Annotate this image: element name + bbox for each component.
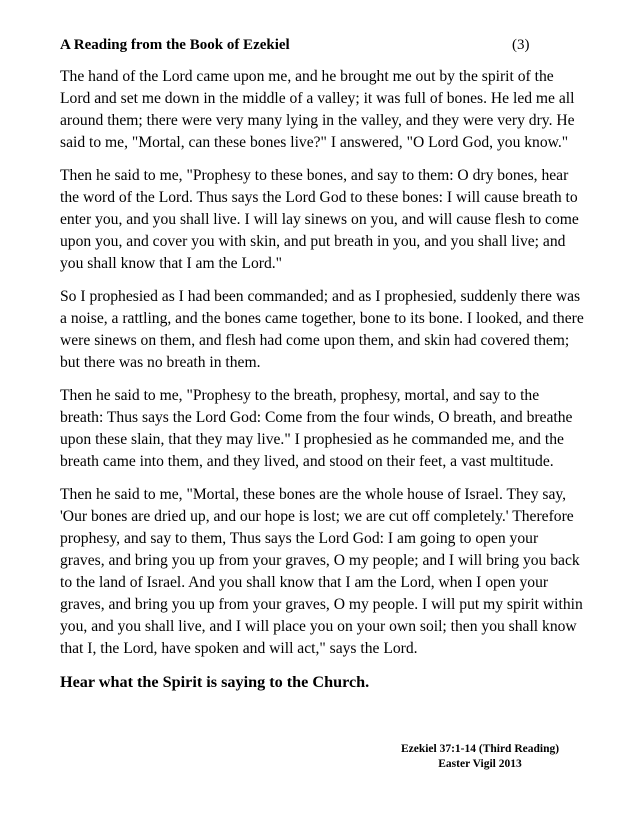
- citation-occasion: Easter Vigil 2013: [438, 758, 522, 770]
- paragraph-2: Then he said to me, "Prophesy to these bones, and say to them: O dry bones, hear the word of the Lord. Thus says the Lord God to these bones: I will cause breath to enter you, and you shall live. I will lay sinews on you, and will cause flesh to come upon you, and cover you with skin, and put breath in you, and you shall live; and you shall know that I am the Lord.": [60, 167, 579, 272]
- citation-reference: Ezekiel 37:1-14 (Third Reading): [400, 743, 560, 755]
- paragraph-5: Then he said to me, "Mortal, these bones are the whole house of Israel. They say, 'Our bones are dried up, and our hope is lost; we are cut off completely.' Therefore prophesy, and say to them, Thus says the Lord God: I am going to open your graves, and bring you up from your graves, O my people; and I will bring you back to the land of Israel. And you shall know that I am the Lord, when I open your graves, and bring you up from your graves, O my people. I will put my spirit within you, and you shall live, and I will place you on your own soil; then you shall know that I, the Lord, have spoken and will act," says the Lord.: [60, 486, 583, 657]
- paragraph-4: Then he said to me, "Prophesy to the breath, prophesy, mortal, and say to the breath: Thus says the Lord God: Come from the four winds, O breath, and breathe upon these slain, that they may live." I prophesied as he commanded me, and the breath came into them, and they lived, and stood on their feet, a vast multitude.: [60, 387, 573, 470]
- reading-header: [60, 34, 586, 56]
- paragraph-1: The hand of the Lord came upon me, and he brought me out by the spirit of the Lord and set me down in the middle of a valley; it was full of bones. He led me all around them; there were very many lying in the valley, and they were very dry. He said to me, "Mortal, can these bones live?" I answered, "O Lord God, you know.": [60, 68, 575, 151]
- reading-number: (3): [512, 37, 530, 53]
- closing-acclamation: Hear what the Spirit is saying to the Church.: [60, 673, 370, 691]
- reading-page: [60, 34, 586, 699]
- paragraph-3: So I prophesied as I had been commanded; and as I prophesied, suddenly there was a noise, a rattling, and the bones came together, bone to its bone. I looked, and there were sinews on them, and flesh had come upon them, and skin had covered them; but there was no breath in them.: [60, 288, 584, 371]
- citation-block: [370, 742, 590, 772]
- reading-title: A Reading from the Book of Ezekiel: [60, 37, 290, 53]
